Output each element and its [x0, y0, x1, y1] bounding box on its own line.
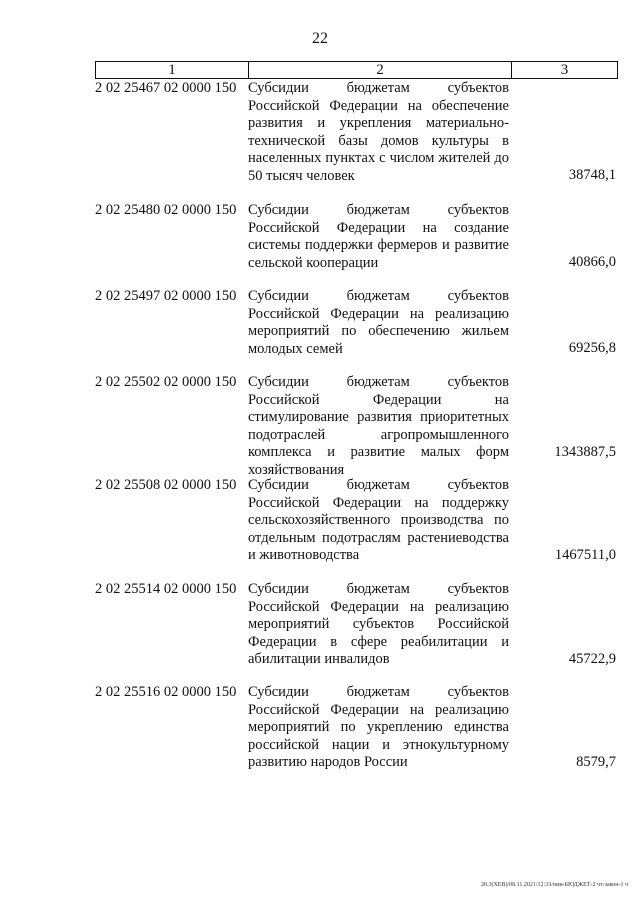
document-stamp: 20.3(ХЕВ)/08.11.2021/12:33/нии-БЮДЖЕТ-2 чт-закон-1 ч: [480, 882, 628, 888]
table-header: [95, 61, 618, 79]
row-description: Субсидии бюджетам субъектов Российской Федерации на реализацию мероприятий субъектов Российской Федерации в сфере реабилитации и абилитации инвалидов: [248, 581, 509, 667]
row-amount: 40866,0: [568, 254, 616, 270]
row-amount: 69256,8: [568, 340, 616, 356]
table-row: [95, 374, 619, 478]
column-header-1: 1: [96, 62, 249, 78]
column-header-2: 2: [249, 62, 512, 78]
row-description: Субсидии бюджетам субъектов Российской Федерации на обеспечение развития и укрепления материально-технической базы домов культуры в населенных пунктах с числом жителей до 50 тысяч человек: [248, 80, 509, 184]
row-amount: 45722,9: [568, 651, 616, 667]
row-amount: 38748,1: [568, 167, 616, 183]
row-amount: 8579,7: [576, 754, 616, 770]
budget-code: 2 02 25502 02 0000 150: [95, 374, 237, 390]
budget-code: 2 02 25514 02 0000 150: [95, 581, 237, 597]
budget-code: 2 02 25480 02 0000 150: [95, 202, 237, 218]
row-description: Субсидии бюджетам субъектов Российской Федерации на реализацию мероприятий по укреплению единства российской нации и этнокультурному развитию народов России: [248, 684, 509, 770]
table-row: [95, 202, 619, 277]
table-row: [95, 288, 619, 363]
table-row: [95, 80, 619, 190]
row-description: Субсидии бюджетам субъектов Российской Федерации на реализацию мероприятий по обеспечению жильем молодых семей: [248, 288, 509, 357]
budget-code: 2 02 25467 02 0000 150: [95, 80, 237, 96]
budget-code: 2 02 25497 02 0000 150: [95, 288, 237, 304]
column-header-3: 3: [560, 62, 569, 78]
row-amount: 1467511,0: [554, 547, 616, 563]
budget-code: 2 02 25508 02 0000 150: [95, 477, 237, 493]
row-description: Субсидии бюджетам субъектов Российской Федерации на поддержку сельскохозяйственного производства по отдельным подотраслям растениеводства и животноводства: [248, 477, 509, 563]
row-description: Субсидии бюджетам субъектов Российской Федерации на стимулирование развития приоритетных подотраслей агропромышленного комплекса и развитие малых форм хозяйствования: [248, 374, 509, 478]
table-row: [95, 581, 619, 673]
table-row: [95, 684, 619, 776]
table-row: [95, 477, 619, 569]
row-description: Субсидии бюджетам субъектов Российской Федерации на создание системы поддержки фермеров и развитие сельской кооперации: [248, 202, 509, 271]
page-number: 22: [312, 30, 328, 47]
row-amount: 1343887,5: [554, 444, 616, 460]
budget-code: 2 02 25516 02 0000 150: [95, 684, 237, 700]
